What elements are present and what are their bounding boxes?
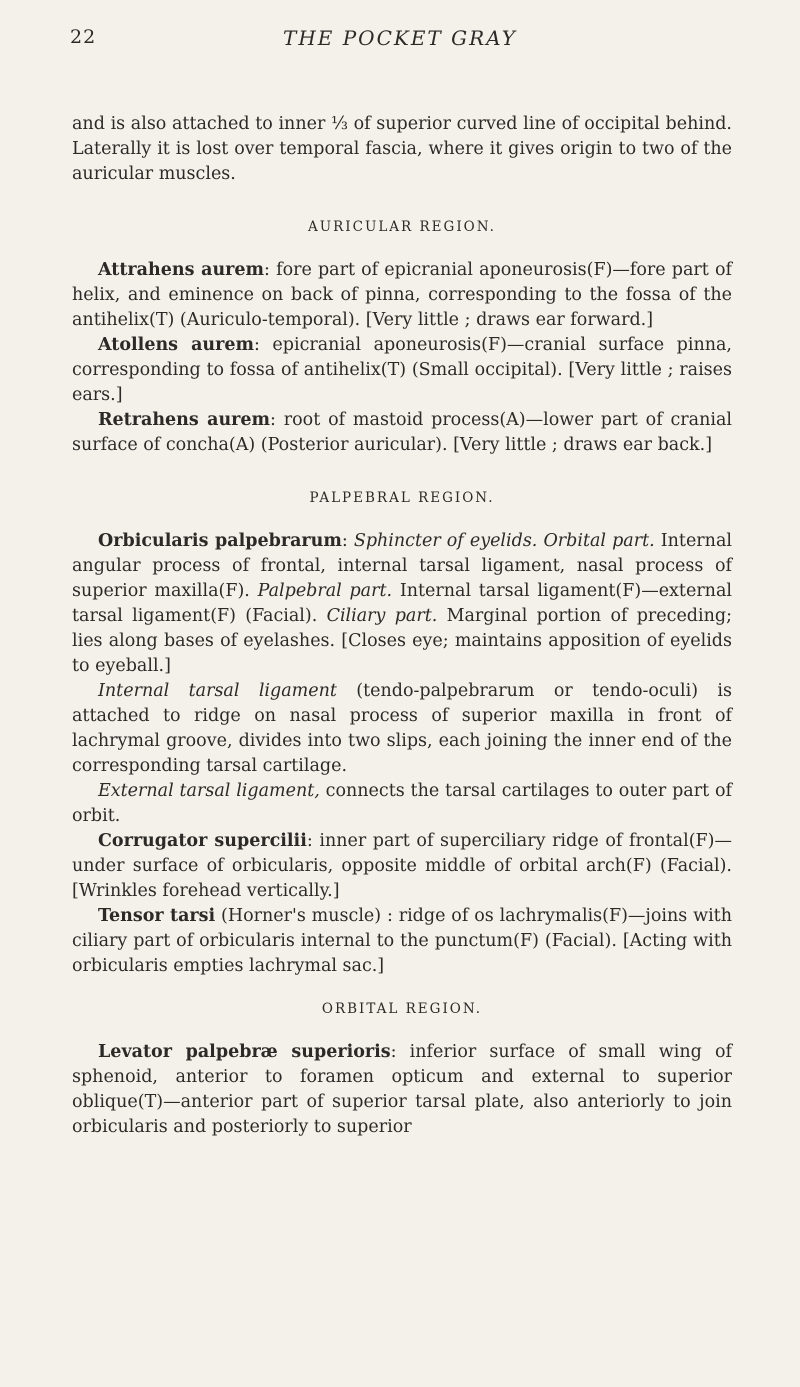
entry-attrahens-aurem <box>72 258 732 333</box>
external-tarsal-label: External tarsal ligament, <box>98 781 320 801</box>
text-block <box>72 112 732 1140</box>
palpebral-part-label: Palpebral part. <box>257 581 393 601</box>
palpebral-part-text: Internal tarsal ligament(F)—external tarsal ligament(F) (Facial). <box>72 581 732 626</box>
muscle-name: Atollens aurem <box>98 335 255 355</box>
intro-paragraph: and is also attached to inner ⅓ of superior curved line of occipital behind. Laterally it is lost over temporal fascia, where it gives origin to two of the auricular muscles. <box>72 114 732 184</box>
entry-corrugator-supercilii <box>72 829 732 904</box>
internal-tarsal-label: Internal tarsal ligament <box>98 681 337 701</box>
sphincter-label: Sphincter of eyelids. <box>353 531 538 551</box>
palpebral-heading: PALPEBRAL REGION. <box>309 490 495 506</box>
internal-tarsal-text: (tendo-palpebrarum or tendo-oculi) is attached to ridge on nasal process of superior maxilla in front of lachrymal groove, divides into two slips, each joining the inner end of the corresponding tarsal cartilage. <box>72 681 732 776</box>
orbital-part-text: Internal angular process of frontal, internal tarsal ligament, nasal process of superior maxilla(F). <box>72 531 732 601</box>
muscle-name: Attrahens aurem <box>98 260 265 280</box>
entry-text: : inner part of superciliary ridge of frontal(F)—under surface of orbicularis, opposite middle of orbital arch(F) (Facial). [Wrinkles forehead vertically.] <box>72 831 732 901</box>
entry-orbicularis-palpebrarum <box>72 529 732 679</box>
entry-retrahens-aurem <box>72 408 732 458</box>
colon: : <box>341 531 354 551</box>
entry-text: : inferior surface of small wing of sphenoid, anterior to foramen opticum and external to superior oblique(T)—anterior part of superior tarsal plate, also anteriorly to join orbicularis and posteriorly to superior <box>72 1042 732 1137</box>
external-tarsal-text: connects the tarsal cartilages to outer part of orbit. <box>72 781 732 826</box>
orbital-part-label: Orbital part. <box>543 531 655 551</box>
ciliary-part-label: Ciliary part. <box>326 606 438 626</box>
running-title: THE POCKET GRAY <box>282 26 517 50</box>
auricular-heading: AURICULAR REGION. <box>308 219 496 235</box>
entry-tensor-tarsi <box>72 904 732 979</box>
muscle-name: Levator palpebræ superioris <box>98 1042 391 1062</box>
muscle-name: Corrugator supercilii <box>98 831 307 851</box>
entry-external-tarsal-ligament <box>72 779 732 829</box>
entry-atollens-aurem <box>72 333 732 408</box>
entry-levator-palpebrae <box>72 1040 732 1140</box>
running-head <box>70 26 730 56</box>
orbital-heading: ORBITAL REGION. <box>321 1001 483 1017</box>
entry-text: : epicranial aponeurosis(F)—cranial surface pinna, corresponding to fossa of antihelix(T) (Small occipital). [Very little ; raises ears.] <box>72 335 732 405</box>
muscle-name: Tensor tarsi <box>98 906 216 926</box>
entry-internal-tarsal-ligament <box>72 679 732 779</box>
muscle-name: Orbicularis palpebrarum <box>98 531 342 551</box>
entry-text: : root of mastoid process(A)—lower part of cranial surface of concha(A) (Posterior auricular). [Very little ; draws ear back.] <box>72 410 732 455</box>
entry-text: : fore part of epicranial aponeurosis(F)—fore part of helix, and eminence on back of pinna, corresponding to the fossa of the antihelix(T) (Auriculo-temporal). [Very little ; draws ear forward.] <box>72 260 732 330</box>
ciliary-part-text: Marginal portion of preceding; lies along bases of eyelashes. [Closes eye; maintains apposition of eyelids to eyeball.] <box>72 606 732 676</box>
muscle-name: Retrahens aurem <box>98 410 271 430</box>
page-number: 22 <box>70 26 97 48</box>
entry-text: (Horner's muscle) : ridge of os lachrymalis(F)—joins with ciliary part of orbicularis internal to the punctum(F) (Facial). [Acting with orbicularis empties lachrymal sac.] <box>72 906 732 976</box>
